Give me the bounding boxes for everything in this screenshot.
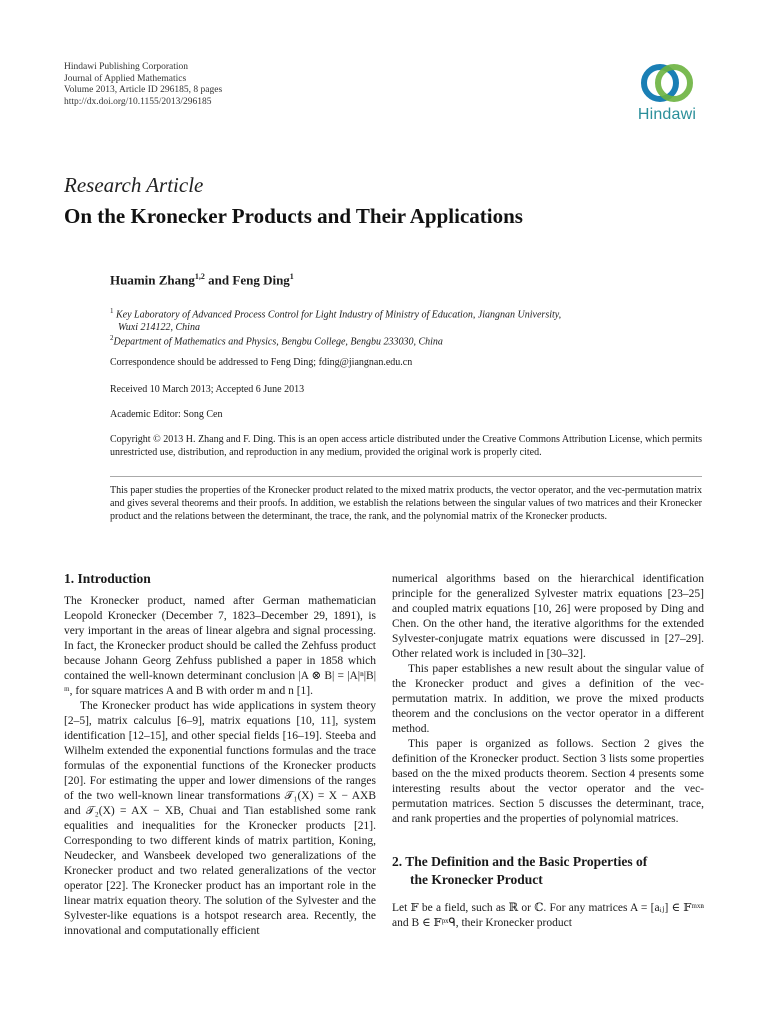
left-column <box>64 570 376 939</box>
affiliation-text: Wuxi 214122, China <box>118 321 200 333</box>
author-conjunction: and <box>204 272 233 288</box>
affiliation-2 <box>110 332 710 349</box>
publisher: Hindawi Publishing Corporation <box>64 62 189 72</box>
divider <box>110 476 702 477</box>
abstract: This paper studies the properties of the Kronecker product related to the mixed matrix products, the vector operator, and the vec-permutation matrix and gives several theorems and their proofs. In addition, we establish the relations between the singular values of two matrices and their Kronecker product and the relations between the determinant, the trace, the rank, and the polynomial matrix of the Kronecker products. <box>110 485 702 522</box>
paragraph: This paper establishes a new result about the singular value of the Kronecker product and gives a definition of the vec-permutation matrix. In addition, we prove the mixed products theorem and the conclusions on the vector operator in a different method. <box>392 663 704 735</box>
paragraph: The Kronecker product, named after German mathematician Leopold Kronecker (December 7, 1823–December 29, 1891), is very important in the areas of linear algebra and signal processing. In fact, the Kronecker product should be called the Zehfuss product because Johann Georg Zehfuss published a paper in 1858 which contained the well-known determinant conclusion |A ⊗ B| = |A|ⁿ|B|ᵐ, for square matrices A and B with order m and n [1]. <box>64 595 376 697</box>
paragraph: The Kronecker product has wide applications in system theory [2–5], matrix calculus [6–9], matrix equations [10, 11], system identification [12–15], and other special fields [16–19]. Steeba and Wilhelm extended the exponential functions formulas and the trace formulas of the exponential functions of the Kronecker products [20]. For estimating the upper and lower dimensions of the ranges of the two well-known linear transformations 𝒯₁(X) = X − AXB and 𝒯₂(X) = AX − XB, Chuai and Tian established some rank equalities and inequalities for the Kronecker products [21]. Corresponding to two different kinds of matrix partition, Koning, Neudecker, and Wansbeek developed two generalizations of the Kronecker product and two related generalizations of the vector operator [22]. The Kronecker product has an important role in the linear matrix equation theory. The solution of the Sylvester and the Sylvester-like equations is a hotspot research area. Recently, the innovational and computationally efficient <box>64 700 376 937</box>
section-heading-line: the Kronecker Product <box>410 872 543 887</box>
hindawi-logo <box>630 62 704 124</box>
author-name: Huamin Zhang <box>110 272 195 288</box>
correspondence: Correspondence should be addressed to Feng Ding; fding@jiangnan.edu.cn <box>110 357 413 368</box>
author-list <box>110 272 294 288</box>
author-name: Feng Ding <box>232 272 290 288</box>
right-column <box>392 572 704 931</box>
doi-link[interactable]: http://dx.doi.org/10.1155/2013/296185 <box>64 96 212 107</box>
affiliation-text: Department of Mathematics and Physics, Bengbu College, Bengbu 233030, China <box>113 336 443 348</box>
affiliation-mark: 1 <box>110 307 114 315</box>
logo-wordmark: Hindawi <box>637 106 697 123</box>
paragraph: numerical algorithms based on the hierarchical identification principle for the generalized Sylvester matrix equations [23–25] and coupled matrix equations [10, 26] were proposed by Ding and Chen. On the other hand, the iterative algorithms for the extended Sylvester-conjugate matrix equations were discussed in [27–29]. Other related work is included in [30–32]. <box>392 573 704 660</box>
affiliation-1 <box>110 305 710 334</box>
volume-info: Volume 2013, Article ID 296185, 8 pages <box>64 85 223 95</box>
journal-name: Journal of Applied Mathematics <box>64 73 187 84</box>
section-heading: 1. Introduction <box>64 571 151 586</box>
section-heading <box>392 853 704 889</box>
author-affiliation-mark: 1 <box>289 272 294 281</box>
paragraph: This paper is organized as follows. Section 2 gives the definition of the Kronecker product. Section 3 lists some properties based on the the mixed products theorem. Section 4 presents some interesting results about the vector operator and the vec-permutation matrices. Section 5 discusses the determinant, trace, and rank properties and the properties of polynomial matrices. <box>392 738 704 825</box>
copyright-notice: Copyright © 2013 H. Zhang and F. Ding. This is an open access article distributed under the Creative Commons Attribution License, which permits unrestricted use, distribution, and reproduction in any medium, provided the original work is properly cited. <box>110 434 702 458</box>
article-title: On the Kronecker Products and Their Applications <box>64 204 523 228</box>
author-affiliation-mark: 1,2 <box>194 272 205 281</box>
paragraph: Let 𝔽 be a field, such as ℝ or ℂ. For any matrices A = [aᵢⱼ] ∈ 𝔽ᵐˣⁿ and B ∈ 𝔽ᵖˣᑫ, their Kronecker product <box>392 902 704 929</box>
journal-header <box>64 62 222 108</box>
received-accepted-dates: Received 10 March 2013; Accepted 6 June 2013 <box>110 384 305 395</box>
article-type: Research Article <box>64 173 204 197</box>
hindawi-rings-icon <box>639 62 695 104</box>
academic-editor: Academic Editor: Song Cen <box>110 409 223 420</box>
affiliation-text: Key Laboratory of Advanced Process Control for Light Industry of Ministry of Education, Jiangnan University, <box>116 309 562 321</box>
section-heading-line: 2. The Definition and the Basic Properties of <box>392 854 648 869</box>
affiliation-mark: 2 <box>110 334 114 342</box>
